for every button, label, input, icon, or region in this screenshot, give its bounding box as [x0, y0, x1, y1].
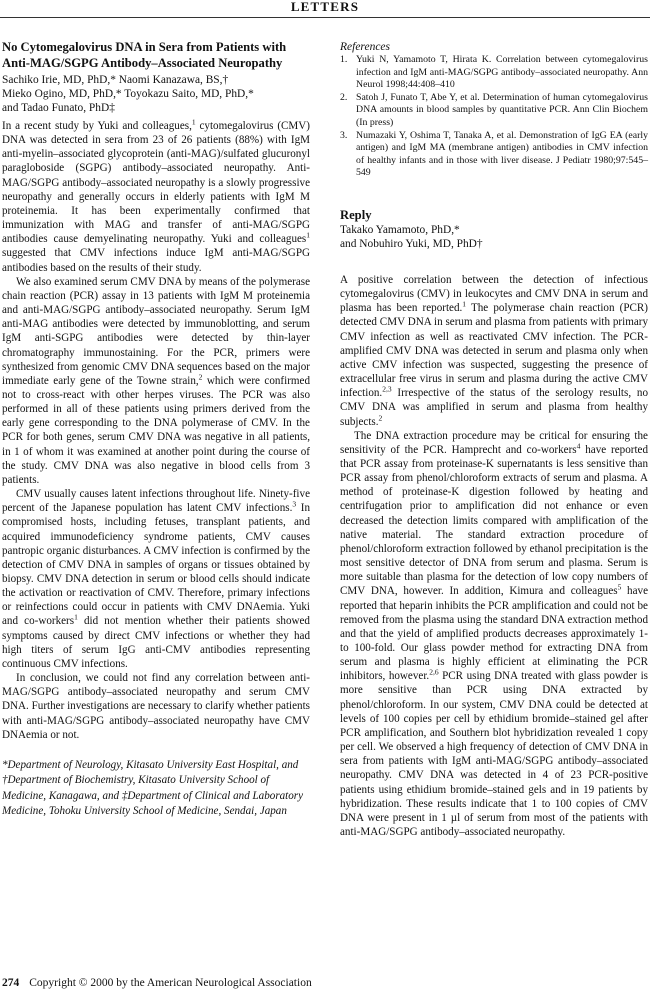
- letter-paragraph: CMV usually causes latent infections throughout life. Ninety-five percent of the Japanese population has latent CMV infections.$^3$ In compromised hosts, including fetuses, transplant patients, and acquired immunodeficiency syndrome patients, CMV causes pantropic organic disturbances. A CMV infection is confirmed by the detection of CMV DNA in samples of organs or tissues obtained by biopsy. CMV DNA detection in serum or blood cells should indicate the activation or reactivation of CMV. Therefore, primary infections or reinfections could occur in patients with CMV DNAemia. Yuki and co-workers$^1$ did not mention whether their patients showed symptoms caused by direct CMV infections or whether they had high titers of serum IgG anti-CMV antibodies representing continuous CMV infections.: [2, 488, 310, 670]
- reference-item: 2. Satoh J, Funato T, Abe Y, et al. Determination of human cytomegalovirus DNA amounts in blood samples by quantitative PCR. Ann Clin Biochem (In press): [340, 91, 648, 128]
- letter-paragraph: In conclusion, we could not find any correlation between anti-MAG/SGPG antibody–associated neuropathy and serum CMV DNA. Further investigations are necessary to clarify whether patients with anti-MAG/SGPG antibody–associated neuropathy have CMV DNAemia or not.: [2, 672, 310, 741]
- reference-item: 3. Numazaki Y, Oshima T, Tanaka A, et al. Demonstration of IgG EA (early antigen) and IgM MA (membrane antigen) antibodies in CMV infection of healthy infants and in those with liver disease. J Pediatr 1980;97:545–549: [340, 129, 648, 179]
- left-column: [2, 40, 310, 820]
- author-affiliation: *Department of Neurology, Kitasato University East Hospital, and †Department of Biochemistry, Kitasato University School of Medicine, Kanagawa, and ‡Department of Clinical and Laboratory Medicine, Tohoku University School of Medicine, Sendai, Japan: [2, 758, 304, 818]
- author-line: Takako Yamamoto, PhD,*: [340, 223, 460, 236]
- right-column: [340, 40, 648, 839]
- author-line: Sachiko Irie, MD, PhD,* Naomi Kanazawa, BS,†: [2, 74, 229, 86]
- letter-paragraph: We also examined serum CMV DNA by means of the polymerase chain reaction (PCR) assay in 13 patients with IgM M proteinemia and anti-MAG/SGPG antibody–associated neuropathy. Serum IgM anti-MAG antibodies were detected by immunoblotting, and serum IgM anti-SGPG antibodies were detected by thin-layer chromatography immunostaining. For the PCR, primers were synthesized from genomic CMV DNA sequences based on the major immediate early gene of the Towne strain,$^2$ which were confirmed not to cross-react with other herpes viruses. The PCR was also performed in all of these patients using primers derived from the early gene corresponding to the DNA polymerase of CMV. In the PCR for both genes, serum CMV DNA was negative in all patients, in 1 of whom it was examined at another point during the course of the study. CMV DNA was also negative in blood cells from 3 patients.: [2, 275, 310, 486]
- reply-paragraph: The DNA extraction procedure may be critical for ensuring the sensitivity of the PCR. Hamprecht and co-workers$^4$ have reported that PCR assay from proteinase-K supernatants is less sensitive than PCR assay from phenol/chloroform extracts of serum and plasma. A method of proteinase-K digestion followed by heating and centrifugation prior to amplification did not enhance or even decreased the detection limits compared with amplification of the native material. The standard extraction procedure of phenol/chloroform extraction followed by ethanol precipitation is the most sensitive detector of DNA from serum and plasma. Serum is more suitable than plasma for the detection of low copy numbers of CMV DNA, however. In addition, Kimura and colleagues$^5$ have reported that heparin inhibits the PCR amplification and could not be removed from the plasma using the standard DNA extraction method and that the yield of amplified products decreases approximately 1- to 100-fold. Our glass powder method for extracting DNA from serum and plasma is highly efficient at eliminating the PCR inhibitors, however.$^{2,6}$ PCR using DNA treated with glass powder is more sensitive than PCR using DNA extracted by phenol/chloroform. In our system, CMV DNA could be detected at levels of 100 copies per cell by ethidium bromide–stained gel after PCR amplification, and Southern blot hybridization revealed 1 copy per cell. We observed a high frequency of detection of CMV DNA in sera from patients with IgM anti-MAG/SGPG antibody–associated neuropathy. CMV DNA was detected in 4 of 23 PCR-positive patients using ethidium bromide–stained gels and in 19 patients by hybridization. These results indicate that 1 to 100 copies of CMV DNA were present in 1 µl of serum from most of the patients with anti-MAG/SGPG antibody–associated neuropathy.: [340, 429, 649, 839]
- reference-list: [340, 54, 648, 180]
- reply-heading: Reply: [340, 207, 372, 222]
- author-line: Mieko Ogino, MD, PhD,* Toyokazu Saito, MD, PhD,*: [2, 88, 254, 100]
- header-rule: [0, 17, 650, 18]
- references-heading: References: [340, 41, 391, 53]
- page-number: 274: [2, 977, 20, 989]
- letter-body: [2, 119, 310, 742]
- letter-paragraph: In a recent study by Yuki and colleagues,$^1$ cytomegalovirus (CMV) DNA was detected in sera from 23 of 26 patients (88%) with IgM anti-myelin–associated glycoprotein (anti-MAG)/sulfated glucuronyl paragloboside (SGPG) antibody–associated neuropathy. Anti-MAG/SGPG antibody–associated neuropathy is a slowly progressive neuropathy and generally occurs in elderly patients with IgM M proteinemia. It has been experimentally confirmed that immunization with MAG and transfer of anti-MAG/SGPG antibodies cause demyelinating neuropathy. Yuki and colleagues$^1$ suggested that CMV infections induce IgM anti-MAG/SGPG antibodies based on the results of their study.: [2, 117, 310, 274]
- author-line: and Nobuhiro Yuki, MD, PhD†: [340, 237, 483, 250]
- reference-item: 1. Yuki N, Yamamoto T, Hirata K. Correlation between cytomegalovirus infection and IgM anti-MAG/SGPG antibody–associated neuropathy. Ann Neurol 1998;44:408–410: [340, 54, 648, 91]
- letter-authors: [2, 73, 310, 115]
- reply-authors: [340, 223, 648, 251]
- copyright-notice: Copyright © 2000 by the American Neurological Association: [29, 977, 312, 989]
- running-head: LETTERS: [290, 0, 360, 14]
- reply-paragraph: A positive correlation between the detection of infectious cytomegalovirus (CMV) in leukocytes and CMV DNA in serum and plasma has been reported.$^1$ The polymerase chain reaction (PCR) detected CMV DNA in serum and plasma from patients with primary CMV infection as well as reactivated CMV infection. The PCR-amplified CMV DNA was detected in serum and plasma only when active CMV infection was suspected, suggesting the presence of extracellular free virus in serum and plasma during the active CMV infection.$^{2,3}$ Irrespective of the status of the serology results, no CMV DNA was amplified in serum and plasma from healthy subjects.$^2$: [340, 273, 648, 428]
- page-footer: [2, 976, 642, 990]
- letter-title: No Cytomegalovirus DNA in Sera from Patients with Anti-MAG/SGPG Antibody–Associated Neuropathy: [2, 40, 287, 70]
- author-line: and Tadao Funato, PhD‡: [2, 102, 115, 114]
- reply-body: [340, 273, 648, 839]
